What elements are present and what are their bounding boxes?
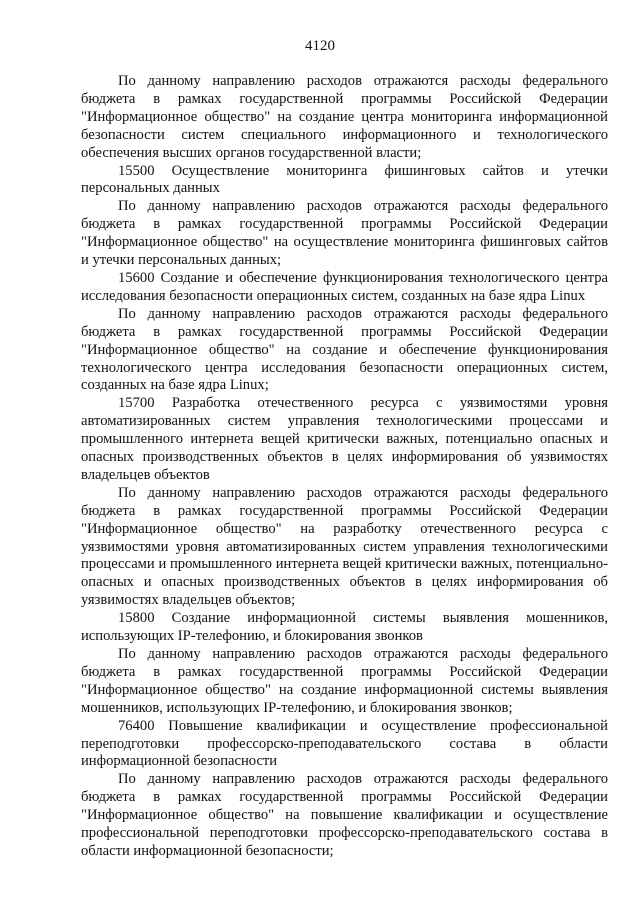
budget-code-heading: 15500 Осуществление мониторинга фишинговых сайтов и утечки персональных данных <box>81 162 608 197</box>
document-body <box>81 73 608 861</box>
budget-code-heading: 15700 Разработка отечественного ресурса с уязвимостями уровня автоматизированных систем управления технологическими процессами и промышленного интернета вещей критически важных, потенциально опасных и опасных производственных объектов в целях информирования об уязвимостях владельцев объектов <box>81 395 608 483</box>
paragraph: По данному направлению расходов отражаются расходы федерального бюджета в рамках государственной программы Российской Федерации "Информационное общество" на создание информационной системы выявления мошенников, использующих IP-телефонию, и блокирования звонков; <box>81 646 608 716</box>
budget-code-heading: 15800 Создание информационной системы выявления мошенников, использующих IP-телефонию, и блокирования звонков <box>81 610 608 645</box>
page-number: 4120 <box>305 38 335 54</box>
paragraph: По данному направлению расходов отражаются расходы федерального бюджета в рамках государственной программы Российской Федерации "Информационное общество" на создание и обеспечение функционирования технологического центра исследования безопасности операционных систем, созданных на базе ядра Linux; <box>81 305 608 394</box>
paragraph: По данному направлению расходов отражаются расходы федерального бюджета в рамках государственной программы Российской Федерации "Информационное общество" на осуществление мониторинга фишинговых сайтов и утечки персональных данных; <box>81 198 608 269</box>
budget-code-heading: 15600 Создание и обеспечение функционирования технологического центра исследования безопасности операционных систем, созданных на базе ядра Linux <box>81 269 608 304</box>
budget-code-heading: 76400 Повышение квалификации и осуществление профессиональной переподготовки профессорско-преподавательского состава в области информационной безопасности <box>81 717 608 770</box>
paragraph: По данному направлению расходов отражаются расходы федерального бюджета в рамках государственной программы Российской Федерации "Информационное общество" на разработку отечественного ресурса с уязвимостями уровня автоматизированных систем управления технологическими процессами и промышленного интернета вещей критически важных, потенциально-опасных и опасных производственных объектов в целях информирования об уязвимостях владельцев объектов; <box>81 484 608 609</box>
paragraph: По данному направлению расходов отражаются расходы федерального бюджета в рамках государственной программы Российской Федерации "Информационное общество" на повышение квалификации и осуществление профессиональной переподготовки профессорско-преподавательского состава в области информационной безопасности; <box>81 771 608 859</box>
paragraph: По данному направлению расходов отражаются расходы федерального бюджета в рамках государственной программы Российской Федерации "Информационное общество" на создание центра мониторинга информационной безопасности систем специального информационного и технологического обеспечения высших органов государственной власти; <box>81 73 608 161</box>
